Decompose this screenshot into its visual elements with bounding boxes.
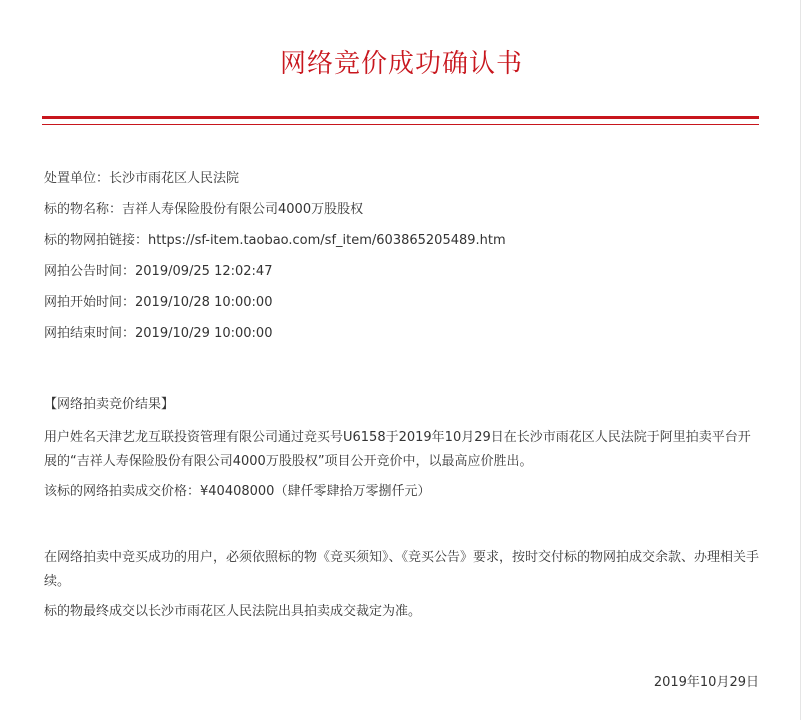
announce-time-label: 网拍公告时间：: [44, 264, 136, 279]
disposal-unit-value: 长沙市雨花区人民法院: [109, 171, 240, 186]
info-disposal-unit: [44, 168, 506, 199]
info-object-name: [44, 199, 506, 230]
title-divider-thick: [42, 116, 759, 119]
info-announce-time: [44, 261, 506, 292]
disposal-unit-label: 处置单位：: [44, 171, 110, 186]
start-time-label: 网拍开始时间：: [44, 295, 136, 310]
document-date: 2019年10月29日: [653, 675, 759, 690]
info-start-time: [44, 292, 506, 323]
object-link-label: 标的物网拍链接：: [44, 233, 149, 248]
info-end-time: [44, 323, 506, 354]
result-paragraph: 用户姓名天津艺龙互联投资管理有限公司通过竞买号U6158于2019年10月29日在长沙市雨花区人民法院于阿里拍卖平台开展的“吉祥人寿保险股份有限公司4000万股股权”项目公开竞价中，以最高应价胜出。: [44, 430, 751, 469]
start-time-value: 2019/10/28 10:00:00: [135, 295, 273, 310]
result-price-line: 该标的网络拍卖成交价格：¥40408000（肆仟零肆拾万零捌仟元）: [44, 484, 431, 499]
object-name-label: 标的物名称：: [44, 202, 123, 217]
end-time-label: 网拍结束时间：: [44, 326, 136, 341]
end-time-value: 2019/10/29 10:00:00: [135, 326, 273, 341]
title-divider-thin: [42, 124, 759, 125]
notice-paragraph-2: 标的物最终成交以长沙市雨花区人民法院出具拍卖成交裁定为准。: [44, 604, 422, 619]
announce-time-value: 2019/09/25 12:02:47: [135, 264, 273, 279]
object-link[interactable]: https://sf-item.taobao.com/sf_item/603865205489.htm: [148, 233, 506, 248]
auction-info-list: [44, 168, 506, 354]
info-object-link: [44, 230, 506, 261]
page-title: 网络竞价成功确认书: [279, 49, 523, 79]
object-name-value: 吉祥人寿保险股份有限公司4000万股股权: [122, 202, 364, 217]
notice-paragraph-1: 在网络拍卖中竞买成功的用户，必须依照标的物《竞买须知》、《竞买公告》要求，按时交付标的物网拍成交余款、办理相关手续。: [44, 550, 760, 589]
result-section-title: 【网络拍卖竞价结果】: [44, 397, 175, 412]
